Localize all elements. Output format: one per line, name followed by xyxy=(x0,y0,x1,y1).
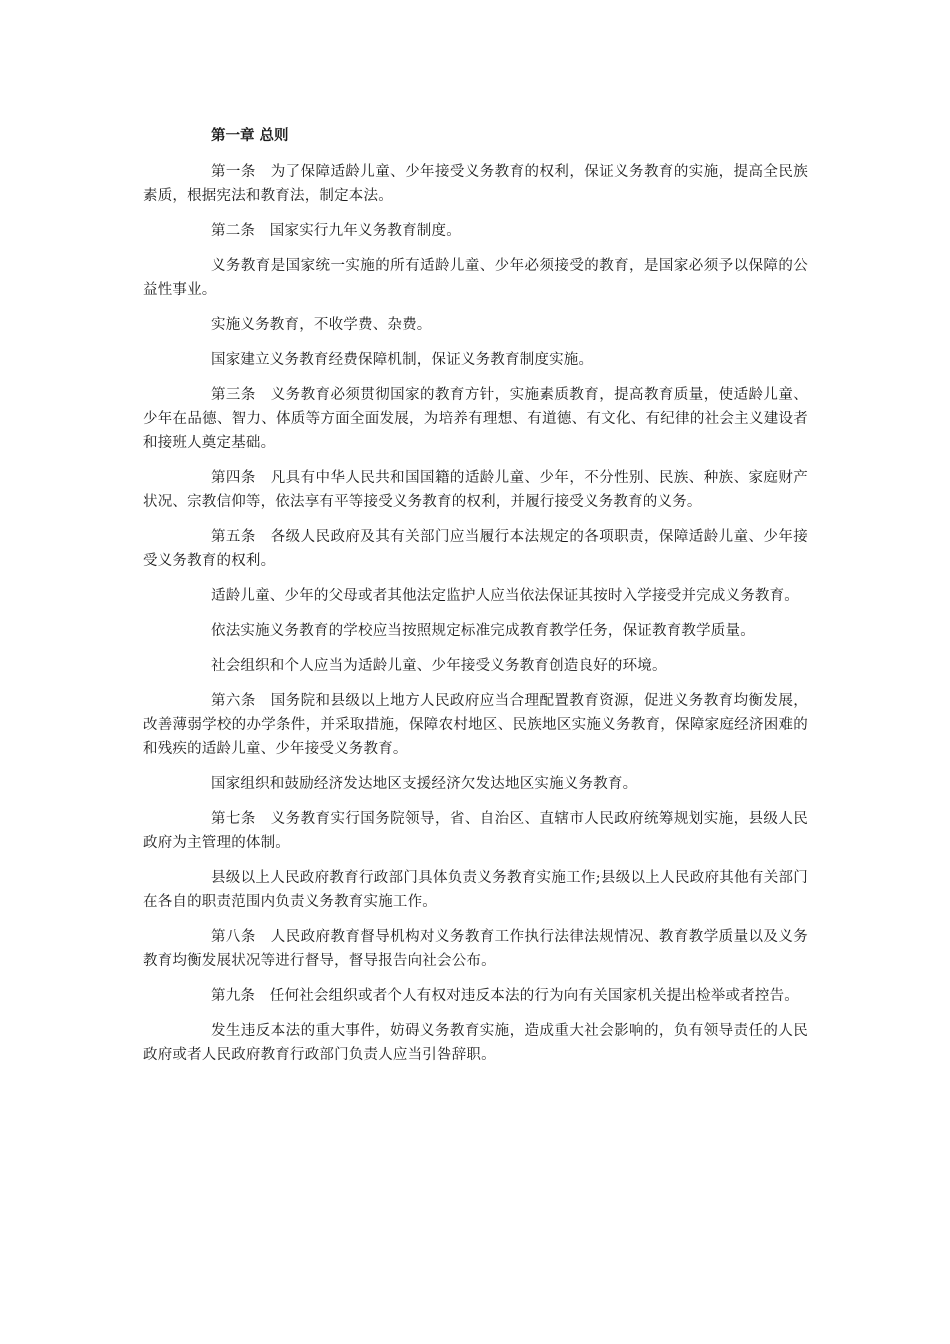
article-9-clause-2: 发生违反本法的重大事件，妨碍义务教育实施，造成重大社会影响的，负有领导责任的人民政府或者人民政府教育行政部门负责人应当引咎辞职。 xyxy=(143,1023,808,1063)
article-7-clause-2: 县级以上人民政府教育行政部门具体负责义务教育实施工作;县级以上人民政府其他有关部门在各自的职责范围内负责义务教育实施工作。 xyxy=(143,870,808,910)
article-5-paragraph: 第五条 各级人民政府及其有关部门应当履行本法规定的各项职责，保障适龄儿童、少年接受义务教育的权利。 xyxy=(143,529,808,569)
article-9-paragraph: 第九条 任何社会组织或者个人有权对违反本法的行为向有关国家机关提出检举或者控告。 xyxy=(211,988,799,1004)
article-6-paragraph: 第六条 国务院和县级以上地方人民政府应当合理配置教育资源，促进义务教育均衡发展，改善薄弱学校的办学条件，并采取措施，保障农村地区、民族地区实施义务教育，保障家庭经济困难的和残疾的适龄儿童、少年接受义务教育。 xyxy=(143,693,808,757)
chapter-title: 第一章 总则 xyxy=(211,127,289,144)
article-2-clause-2: 义务教育是国家统一实施的所有适龄儿童、少年必须接受的教育，是国家必须予以保障的公益性事业。 xyxy=(143,258,808,298)
article-1-paragraph: 第一条 为了保障适龄儿童、少年接受义务教育的权利，保证义务教育的实施，提高全民族素质，根据宪法和教育法，制定本法。 xyxy=(143,164,808,204)
article-7-paragraph: 第七条 义务教育实行国务院领导，省、自治区、直辖市人民政府统筹规划实施，县级人民政府为主管理的体制。 xyxy=(143,811,808,851)
article-8-paragraph: 第八条 人民政府教育督导机构对义务教育工作执行法律法规情况、教育教学质量以及义务教育均衡发展状况等进行督导，督导报告向社会公布。 xyxy=(143,929,808,969)
article-3-paragraph: 第三条 义务教育必须贯彻国家的教育方针，实施素质教育，提高教育质量，使适龄儿童、少年在品德、智力、体质等方面全面发展，为培养有理想、有道德、有文化、有纪律的社会主义建设者和接班人奠定基础。 xyxy=(143,387,808,451)
article-2-paragraph: 第二条 国家实行九年义务教育制度。 xyxy=(211,223,461,239)
article-5-clause-4: 社会组织和个人应当为适龄儿童、少年接受义务教育创造良好的环境。 xyxy=(211,658,667,674)
article-5-clause-2: 适龄儿童、少年的父母或者其他法定监护人应当依法保证其按时入学接受并完成义务教育。 xyxy=(211,588,799,604)
article-5-clause-3: 依法实施义务教育的学校应当按照规定标准完成教育教学任务，保证教育教学质量。 xyxy=(211,623,755,639)
article-6-clause-2: 国家组织和鼓励经济发达地区支援经济欠发达地区实施义务教育。 xyxy=(211,776,638,792)
document-page xyxy=(143,124,808,1078)
article-4-paragraph: 第四条 凡具有中华人民共和国国籍的适龄儿童、少年，不分性别、民族、种族、家庭财产状况、宗教信仰等，依法享有平等接受义务教育的权利，并履行接受义务教育的义务。 xyxy=(143,470,808,510)
article-2-clause-3: 实施义务教育，不收学费、杂费。 xyxy=(211,317,432,333)
article-2-clause-4: 国家建立义务教育经费保障机制，保证义务教育制度实施。 xyxy=(211,352,594,368)
